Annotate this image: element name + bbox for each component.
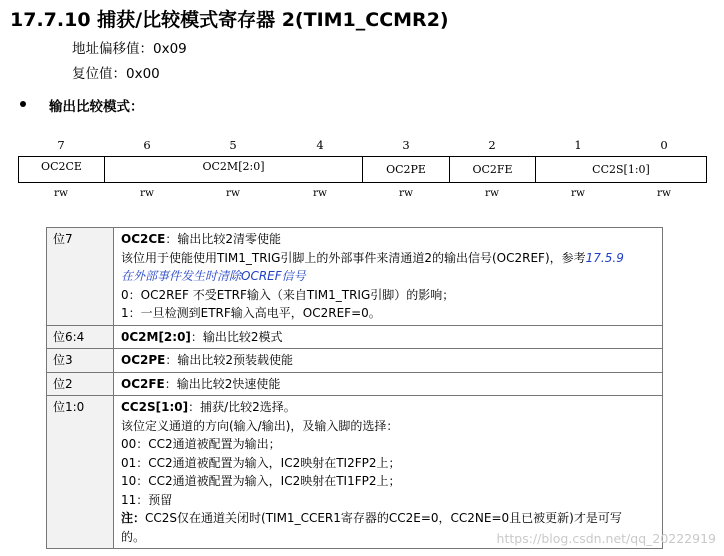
desc-line: 1：一旦检测到ETRF输入高电平，OC2REF=0。 xyxy=(121,306,381,320)
bit-number: 0 xyxy=(660,138,668,152)
note-text-cont: 的。 xyxy=(121,529,146,544)
page-title: 17.7.10 捕获/比较模式寄存器 2(TIM1_CCMR2) xyxy=(10,9,449,31)
field-name: OC2CE xyxy=(121,232,166,246)
desc-line: 该位定义通道的方向(输入/输出)，及输入脚的选择： xyxy=(121,418,399,433)
desc-cell xyxy=(114,372,663,396)
access-label: rw xyxy=(312,187,327,199)
bit-number: 7 xyxy=(57,138,65,152)
desc-line: 该位用于使能使用TIM1_TRIG引脚上的外部事件来清通道2的输出信号(OC2REF)，参考 xyxy=(121,250,586,265)
desc-line: 01：CC2通道被配置为输入，IC2映射在TI2FP2上； xyxy=(121,455,401,470)
field-oc2ce: OC2CE xyxy=(19,157,105,182)
field-oc2fe: OC2FE xyxy=(450,157,536,182)
bit-cell: 位3 xyxy=(47,349,114,373)
section-heading: 输出比较模式： xyxy=(49,99,144,115)
bit-number: 5 xyxy=(229,138,237,152)
bit-cell: 位7 xyxy=(47,228,114,326)
table-row xyxy=(47,396,663,549)
reset-value: 复位值：0x00 xyxy=(72,66,160,82)
bit-number: 2 xyxy=(488,138,496,152)
desc-line: 11：预留 xyxy=(121,492,173,507)
bit-cell: 位2 xyxy=(47,372,114,396)
access-label: rw xyxy=(398,187,413,199)
field-name: OC2PE xyxy=(121,353,166,367)
field-desc: ：输出比较2清零使能 xyxy=(165,232,282,246)
field-desc: ：捕获/比较2选择。 xyxy=(188,400,296,414)
reference-link[interactable]: 17.5.9 xyxy=(585,250,624,265)
table-row xyxy=(47,349,663,373)
bit-number: 4 xyxy=(316,138,324,152)
field-cc2s: CC2S[1:0] xyxy=(592,163,650,176)
address-offset: 地址偏移值：0x09 xyxy=(72,41,187,57)
desc-cell xyxy=(114,228,663,326)
access-label: rw xyxy=(484,187,499,199)
reference-link[interactable]: 在外部事件发生时清除OCREF信号 xyxy=(121,269,306,283)
bit-number: 3 xyxy=(402,138,410,152)
table-row xyxy=(47,228,663,326)
access-label: rw xyxy=(656,187,671,199)
desc-cell xyxy=(114,325,663,349)
access-label: rw xyxy=(570,187,585,199)
desc-cell xyxy=(114,396,663,549)
bit-cell: 位1:0 xyxy=(47,396,114,549)
desc-cell xyxy=(114,349,663,373)
note-text: CC2S仅在通道关闭时(TIM1_CCER1寄存器的CC2E=0，CC2NE=0且已被更新)才是可写 xyxy=(145,511,622,525)
field-oc2pe: OC2PE xyxy=(363,157,450,182)
field-desc: ：输出比较2快速使能 xyxy=(164,376,281,391)
field-name: OC2FE xyxy=(121,376,165,391)
table-row xyxy=(47,325,663,349)
desc-line: 10：CC2通道被配置为输入，IC2映射在TI1FP2上； xyxy=(121,474,401,488)
bit-description-table xyxy=(46,227,663,549)
note-label: 注： xyxy=(121,511,146,525)
register-diagram xyxy=(18,156,707,183)
field-name: 0C2M[2:0] xyxy=(121,329,191,344)
field-oc2m: OC2M[2:0] xyxy=(105,157,363,182)
bit-number: 6 xyxy=(143,138,151,152)
bit-cell: 位6:4 xyxy=(47,325,114,349)
desc-line: 00：CC2通道被配置为输出； xyxy=(121,437,281,451)
watermark: https://blog.csdn.net/qq_20222919 xyxy=(496,531,716,546)
desc-line: 0：OC2REF 不受ETRF输入（来自TIM1_TRIG引脚）的影响； xyxy=(121,287,455,302)
access-label: rw xyxy=(225,187,240,199)
bit-number: 1 xyxy=(574,138,582,152)
access-label: rw xyxy=(53,187,68,199)
table-row xyxy=(47,372,663,396)
bullet-icon xyxy=(20,101,26,107)
field-desc: ：输出比较2预装载使能 xyxy=(165,353,293,367)
field-name: CC2S[1:0] xyxy=(121,400,189,414)
field-desc: ：输出比较2模式 xyxy=(190,329,283,344)
access-label: rw xyxy=(139,187,154,199)
